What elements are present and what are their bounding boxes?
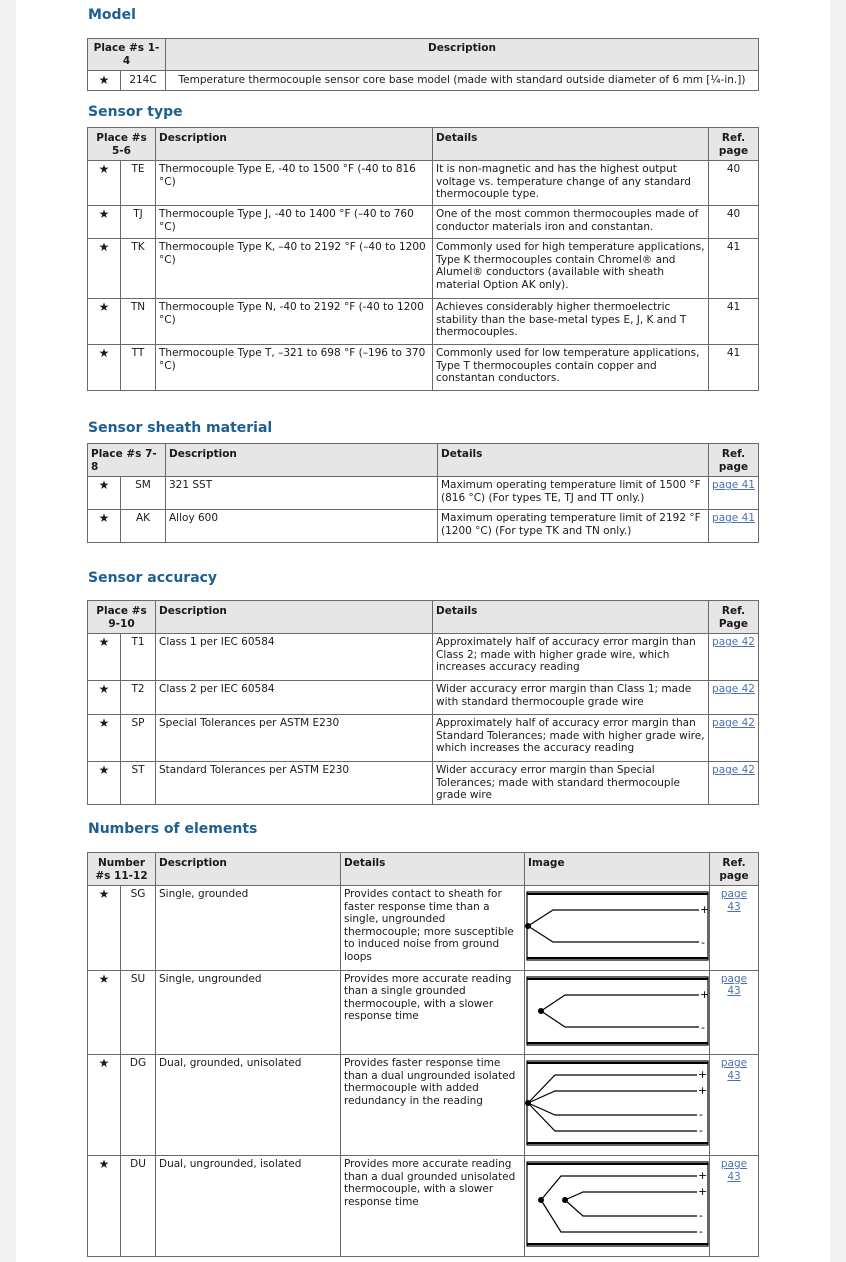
table-row (88, 299, 759, 345)
page-margin-right (830, 0, 846, 1262)
option-code: TN (121, 299, 156, 345)
table-row (88, 886, 759, 971)
option-description: Thermocouple Type N, -40 to 2192 °F (-40 to 1200 °C) (156, 299, 433, 345)
column-header: Description (166, 444, 438, 477)
option-code: SP (121, 715, 156, 762)
sign: - (699, 1209, 703, 1222)
table-row (88, 634, 759, 681)
star-icon: ★ (88, 886, 121, 971)
column-header: Image (525, 853, 710, 886)
sign: - (701, 936, 705, 949)
star-icon: ★ (88, 715, 121, 762)
table-header-row (88, 39, 759, 71)
table-row (88, 681, 759, 715)
option-description: Alloy 600 (166, 510, 438, 543)
option-description: Class 1 per IEC 60584 (156, 634, 433, 681)
model-code: 214C (121, 71, 166, 91)
table-row (88, 1156, 759, 1257)
option-description: Standard Tolerances per ASTM E230 (156, 762, 433, 805)
option-code: T2 (121, 681, 156, 715)
table-header-row (88, 853, 759, 886)
option-description: Thermocouple Type E, -40 to 1500 °F (-40 to 816 °C) (156, 161, 433, 206)
wiring-diagram-cell (525, 1055, 710, 1156)
column-header: Place #s 9-10 (88, 601, 156, 634)
option-details: Wider accuracy error margin than Class 1; made with standard thermocouple grade wire (433, 681, 709, 715)
sign: - (699, 1124, 703, 1137)
ref-page-link[interactable]: page 43 (720, 972, 748, 997)
wiring-diagram-cell (525, 1156, 710, 1257)
ref-page: 40 (709, 161, 759, 206)
option-details: Wider accuracy error margin than Special Tolerances; made with standard thermocouple grade wire (433, 762, 709, 805)
star-icon: ★ (88, 1055, 121, 1156)
option-description: Special Tolerances per ASTM E230 (156, 715, 433, 762)
option-details: Maximum operating temperature limit of 1500 °F (816 °C) (For types TE, TJ and TT only.) (438, 477, 709, 510)
ref-page-link[interactable]: page 42 (712, 683, 755, 695)
table-row (88, 1055, 759, 1156)
star-icon: ★ (88, 161, 121, 206)
option-details: It is non-magnetic and has the highest output voltage vs. temperature change of any standard thermocouple type. (433, 161, 709, 206)
ref-page-link[interactable]: page 43 (720, 1057, 748, 1082)
dual-ungrounded-diagram (525, 1156, 710, 1252)
option-details: Maximum operating temperature limit of 2192 °F (1200 °C) (For type TK and TN only.) (438, 510, 709, 543)
table-row (88, 71, 759, 91)
ref-page-link[interactable]: page 43 (720, 1158, 748, 1183)
option-code: DU (121, 1156, 156, 1257)
sign: + (698, 1185, 708, 1198)
option-details: Provides faster response time than a dual ungrounded isolated thermocouple with added redundancy in the reading (341, 1055, 525, 1156)
star-icon: ★ (88, 477, 121, 510)
table-row (88, 510, 759, 543)
option-code: TT (121, 345, 156, 391)
star-icon: ★ (88, 634, 121, 681)
column-header: Details (433, 601, 709, 634)
option-code: AK (121, 510, 166, 543)
star-icon: ★ (88, 681, 121, 715)
sign: + (700, 987, 710, 1001)
column-header: Place #s 7-8 (88, 444, 166, 477)
star-icon: ★ (88, 510, 121, 543)
ref-page-link[interactable]: page 42 (712, 764, 755, 776)
elements-table (87, 852, 759, 1257)
accuracy-table (87, 600, 759, 805)
star-icon: ★ (88, 71, 121, 91)
table-row (88, 206, 759, 239)
option-description: Class 2 per IEC 60584 (156, 681, 433, 715)
ref-page-link[interactable]: page 41 (712, 479, 755, 491)
star-icon: ★ (88, 762, 121, 805)
dual-grounded-diagram (525, 1055, 710, 1151)
option-details: Provides more accurate reading than a single grounded thermocouple, with a slower response time (341, 970, 525, 1055)
table-row (88, 970, 759, 1055)
column-header: Details (433, 128, 709, 161)
option-description: Single, ungrounded (156, 970, 341, 1055)
option-code: ST (121, 762, 156, 805)
table-row (88, 762, 759, 805)
sheath-section-title: Sensor sheath material (88, 420, 273, 436)
option-description: Dual, ungrounded, isolated (156, 1156, 341, 1257)
option-code: SM (121, 477, 166, 510)
sheath-table (87, 443, 759, 543)
column-header: Description (156, 601, 433, 634)
option-description: Single, grounded (156, 886, 341, 971)
elements-section-title: Numbers of elements (88, 821, 258, 837)
column-header: Ref. Page (709, 601, 759, 634)
column-header: Ref. page (710, 853, 759, 886)
column-header: Details (341, 853, 525, 886)
column-header: Ref. page (709, 128, 759, 161)
ref-page: 40 (709, 206, 759, 239)
model-description: Temperature thermocouple sensor core base model (made with standard outside diameter of 6 mm [¼-in.]) (166, 71, 759, 91)
ref-page-link[interactable]: page 41 (712, 512, 755, 524)
sensor-type-table (87, 127, 759, 391)
option-description: Thermocouple Type T, –321 to 698 °F (–196 to 370 °C) (156, 345, 433, 391)
sign: + (698, 1068, 708, 1081)
star-icon: ★ (88, 299, 121, 345)
table-header-row (88, 601, 759, 634)
column-header: Number #s 11-12 (88, 853, 156, 886)
option-code: DG (121, 1055, 156, 1156)
option-details: Commonly used for low temperature applications, Type T thermocouples contain copper and constantan conductors. (433, 345, 709, 391)
wiring-diagram-cell (525, 886, 710, 971)
column-header: Place #s 5-6 (88, 128, 156, 161)
sensor-type-section-title: Sensor type (88, 104, 183, 120)
option-code: TJ (121, 206, 156, 239)
page-margin-left (0, 0, 16, 1262)
option-description: Thermocouple Type J, -40 to 1400 °F (–40 to 760 °C) (156, 206, 433, 239)
option-code: SG (121, 886, 156, 971)
option-code: TE (121, 161, 156, 206)
column-header: Description (156, 853, 341, 886)
star-icon: ★ (88, 970, 121, 1055)
option-description: Dual, grounded, unisolated (156, 1055, 341, 1156)
column-header: Description (156, 128, 433, 161)
column-header: Details (438, 444, 709, 477)
sign: + (698, 1084, 708, 1097)
star-icon: ★ (88, 239, 121, 299)
sign: - (699, 1108, 703, 1121)
table-row (88, 161, 759, 206)
star-icon: ★ (88, 345, 121, 391)
single-ungrounded-diagram (525, 971, 710, 1051)
option-details: Achieves considerably higher thermoelectric stability than the base-metal types E, J, K and T thermocouples. (433, 299, 709, 345)
option-details: Approximately half of accuracy error margin than Standard Tolerances; made with higher grade wire, which increases the accuracy reading (433, 715, 709, 762)
option-code: TK (121, 239, 156, 299)
option-details: Provides more accurate reading than a dual grounded unisolated thermocouple, with a slower response time (341, 1156, 525, 1257)
option-description: Thermocouple Type K, –40 to 2192 °F (–40 to 1200 °C) (156, 239, 433, 299)
ref-page-link[interactable]: page 42 (712, 717, 755, 729)
accuracy-section-title: Sensor accuracy (88, 570, 218, 586)
table-row (88, 239, 759, 299)
ref-page: 41 (709, 239, 759, 299)
single-grounded-diagram (525, 886, 710, 966)
ref-page: 41 (709, 299, 759, 345)
option-description: 321 SST (166, 477, 438, 510)
option-details: One of the most common thermocouples made of conductor materials iron and constantan. (433, 206, 709, 239)
option-code: T1 (121, 634, 156, 681)
star-icon: ★ (88, 206, 121, 239)
table-row (88, 715, 759, 762)
sign: - (699, 1225, 703, 1238)
table-row (88, 477, 759, 510)
column-header: Place #s 1-4 (88, 39, 166, 71)
option-code: SU (121, 970, 156, 1055)
column-header: Ref. page (709, 444, 759, 477)
star-icon: ★ (88, 1156, 121, 1257)
option-details: Commonly used for high temperature applications, Type K thermocouples contain Chromel® and Alumel® conductors (available with sheath material Option AK only). (433, 239, 709, 299)
column-header: Description (166, 39, 759, 71)
ref-page-link[interactable]: page 42 (712, 636, 755, 648)
wiring-diagram-cell (525, 970, 710, 1055)
sign: + (700, 903, 710, 916)
ref-page: 41 (709, 345, 759, 391)
table-row (88, 345, 759, 391)
ref-page-link[interactable]: page 43 (720, 888, 748, 913)
option-details: Provides contact to sheath for faster response time than a single, ungrounded thermocouple; more susceptible to induced noise from ground loops (341, 886, 525, 971)
model-section-title: Model (88, 7, 136, 23)
table-header-row (88, 128, 759, 161)
option-details: Approximately half of accuracy error margin than Class 2; made with higher grade wire, which increases accuracy reading (433, 634, 709, 681)
sign: + (698, 1169, 708, 1182)
table-header-row (88, 444, 759, 477)
model-table (87, 38, 759, 91)
sign: - (701, 1020, 705, 1034)
